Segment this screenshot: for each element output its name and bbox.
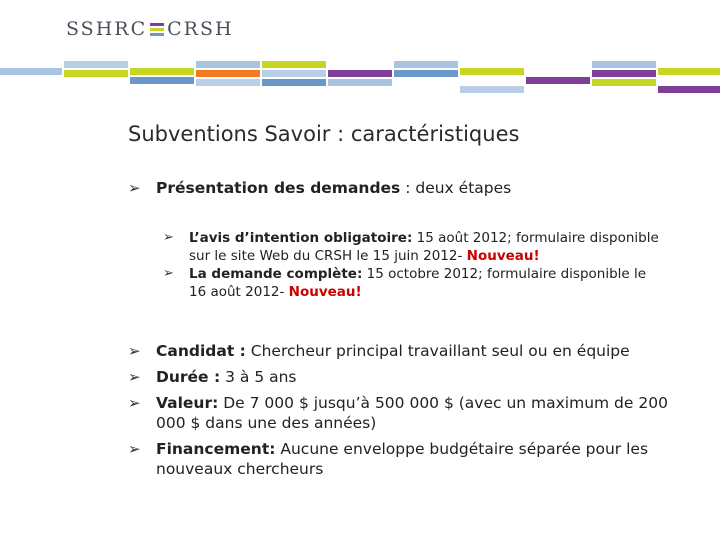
presentation-list [128, 178, 688, 198]
presentation-text: deux étapes [415, 179, 512, 197]
steps-list [163, 229, 663, 301]
new-badge: Nouveau! [466, 248, 540, 264]
step-label: La demande complète: [189, 266, 363, 282]
step-text: 15 octobre 2012; formulaire disponible le 16 août 2012- [189, 266, 647, 300]
detail-label: Financement: [156, 440, 276, 458]
arrow-bullet-icon: ➢ [128, 179, 141, 197]
detail-label: Valeur: [156, 394, 219, 412]
detail-item-candidat [128, 341, 688, 361]
stripe [526, 77, 590, 84]
presentation-label: Présentation des demandes [156, 179, 401, 197]
stripe [592, 70, 656, 77]
stripe [130, 68, 194, 75]
detail-item-valeur [128, 393, 688, 433]
stripe [130, 77, 194, 84]
step-item [163, 265, 663, 301]
detail-text: De 7 000 $ jusqu’à 500 000 $ (avec un maximum de 200 000 $ dans une des années) [156, 394, 668, 432]
new-badge: Nouveau! [288, 284, 362, 300]
stripe [328, 70, 392, 77]
arrow-bullet-icon: ➢ [128, 440, 141, 458]
stripe [64, 61, 128, 68]
arrow-bullet-icon: ➢ [163, 266, 174, 281]
arrow-bullet-icon: ➢ [128, 368, 141, 386]
presentation-separator: : [400, 179, 416, 197]
logo-text-sshrc: SSHRC [66, 18, 148, 40]
step-label: L’avis d’intention obligatoire: [189, 230, 413, 246]
detail-label: Candidat : [156, 342, 246, 360]
stripe [196, 70, 260, 77]
stripe [0, 68, 62, 75]
presentation-item [128, 178, 688, 198]
detail-text: Chercheur principal travaillant seul ou en équipe [245, 342, 630, 360]
stripe [196, 61, 260, 68]
detail-item-financement [128, 439, 688, 479]
slide-title: Subventions Savoir : caractéristiques [128, 122, 520, 146]
step-text: 15 août 2012; formulaire disponible sur le site Web du CRSH le 15 juin 2012- [189, 230, 659, 264]
details-list [128, 341, 688, 479]
stripe [460, 86, 524, 93]
step-item [163, 229, 663, 265]
stripe [64, 70, 128, 77]
stripe [262, 61, 326, 68]
stripe [394, 61, 458, 68]
stripe [394, 70, 458, 77]
stripe [658, 86, 720, 93]
detail-item-duree [128, 367, 688, 387]
stripe [262, 70, 326, 77]
arrow-bullet-icon: ➢ [163, 230, 174, 245]
stripe [328, 79, 392, 86]
logo-text-crsh: CRSH [167, 18, 234, 40]
stripe [592, 61, 656, 68]
stripe [460, 68, 524, 75]
stripe [262, 79, 326, 86]
detail-text: 3 à 5 ans [220, 368, 297, 386]
detail-text: Aucune enveloppe budgétaire séparée pour les nouveaux chercheurs [156, 440, 649, 478]
header-color-stripes [0, 0, 720, 100]
stripe [658, 68, 720, 75]
arrow-bullet-icon: ➢ [128, 342, 141, 360]
stripe [196, 79, 260, 86]
detail-label: Durée : [156, 368, 221, 386]
arrow-bullet-icon: ➢ [128, 394, 141, 412]
stripe [592, 79, 656, 86]
